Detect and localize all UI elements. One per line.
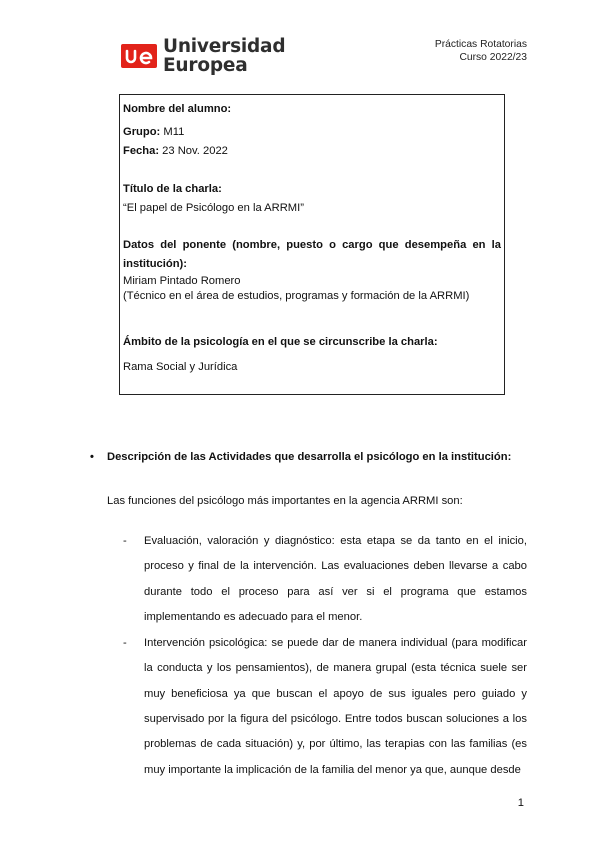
university-logo (121, 37, 285, 75)
dash-marker: - (123, 535, 127, 547)
student-info-box (119, 94, 505, 395)
list-item-text: Evaluación, valoración y diagnóstico: esta etapa se da tanto en el inicio, proceso y final de la intervención. Las evaluaciones deben llevarse a cabo durante todo el proceso para así ver si el programa que estamos implementando es adecuado para el menor. (144, 535, 527, 623)
group-row (123, 123, 501, 142)
speaker-label-line2: institución): (123, 258, 188, 270)
list-item (123, 631, 527, 783)
student-label: Nombre del alumno: (123, 103, 232, 115)
course-info (435, 38, 527, 64)
speaker-role: (Técnico en el área de estudios, programas y formación de la ARRMI) (123, 290, 470, 302)
list-item-text: Intervención psicológica: se puede dar de manera individual (para modificar la conducta y los pensamientos), de manera grupal (esta técnica suele ser muy beneficiosa ya que buscan el apoyo de sus iguales pero guiado y supervisado por la figura del psicólogo. Entre todos buscan soluciones a los problemas de cada situación) y, por último, las terapias con las familias (es muy importante la implicación de la familia del menor ya que, aunque desde (144, 637, 527, 776)
talk-title-value: “El papel de Psicólogo en la ARRMI” (123, 202, 304, 214)
scope-value: Rama Social y Jurídica (123, 361, 238, 373)
page-number: 1 (517, 797, 524, 809)
section-heading-text: Descripción de las Actividades que desarrolla el psicólogo en la institución: (107, 451, 512, 463)
speaker-label-line1: Datos del ponente (nombre, puesto o cargo que desempeña en la (123, 239, 501, 251)
course-year: Curso 2022/23 (459, 52, 527, 63)
bullet-icon: • (90, 451, 94, 463)
date-value: 23 Nov. 2022 (162, 145, 228, 157)
university-logo-icon (121, 44, 157, 68)
section-heading (90, 451, 511, 463)
group-label: Grupo: (123, 126, 161, 138)
intro-paragraph: Las funciones del psicólogo más importantes en la agencia ARRMI son: (107, 495, 463, 507)
logo-line-1: Universidad (163, 36, 286, 57)
functions-list (123, 529, 527, 784)
logo-line-2: Europea (163, 55, 248, 76)
list-item (123, 529, 527, 630)
date-label: Fecha: (123, 145, 160, 157)
scope-label: Ámbito de la psicología en el que se circunscribe la charla: (123, 336, 438, 348)
date-row (123, 142, 501, 161)
course-title: Prácticas Rotatorias (434, 39, 527, 50)
talk-title-label: Título de la charla: (123, 183, 222, 195)
speaker-name: Miriam Pintado Romero (123, 275, 241, 287)
group-value: M11 (163, 126, 185, 138)
dash-marker: - (123, 637, 127, 650)
